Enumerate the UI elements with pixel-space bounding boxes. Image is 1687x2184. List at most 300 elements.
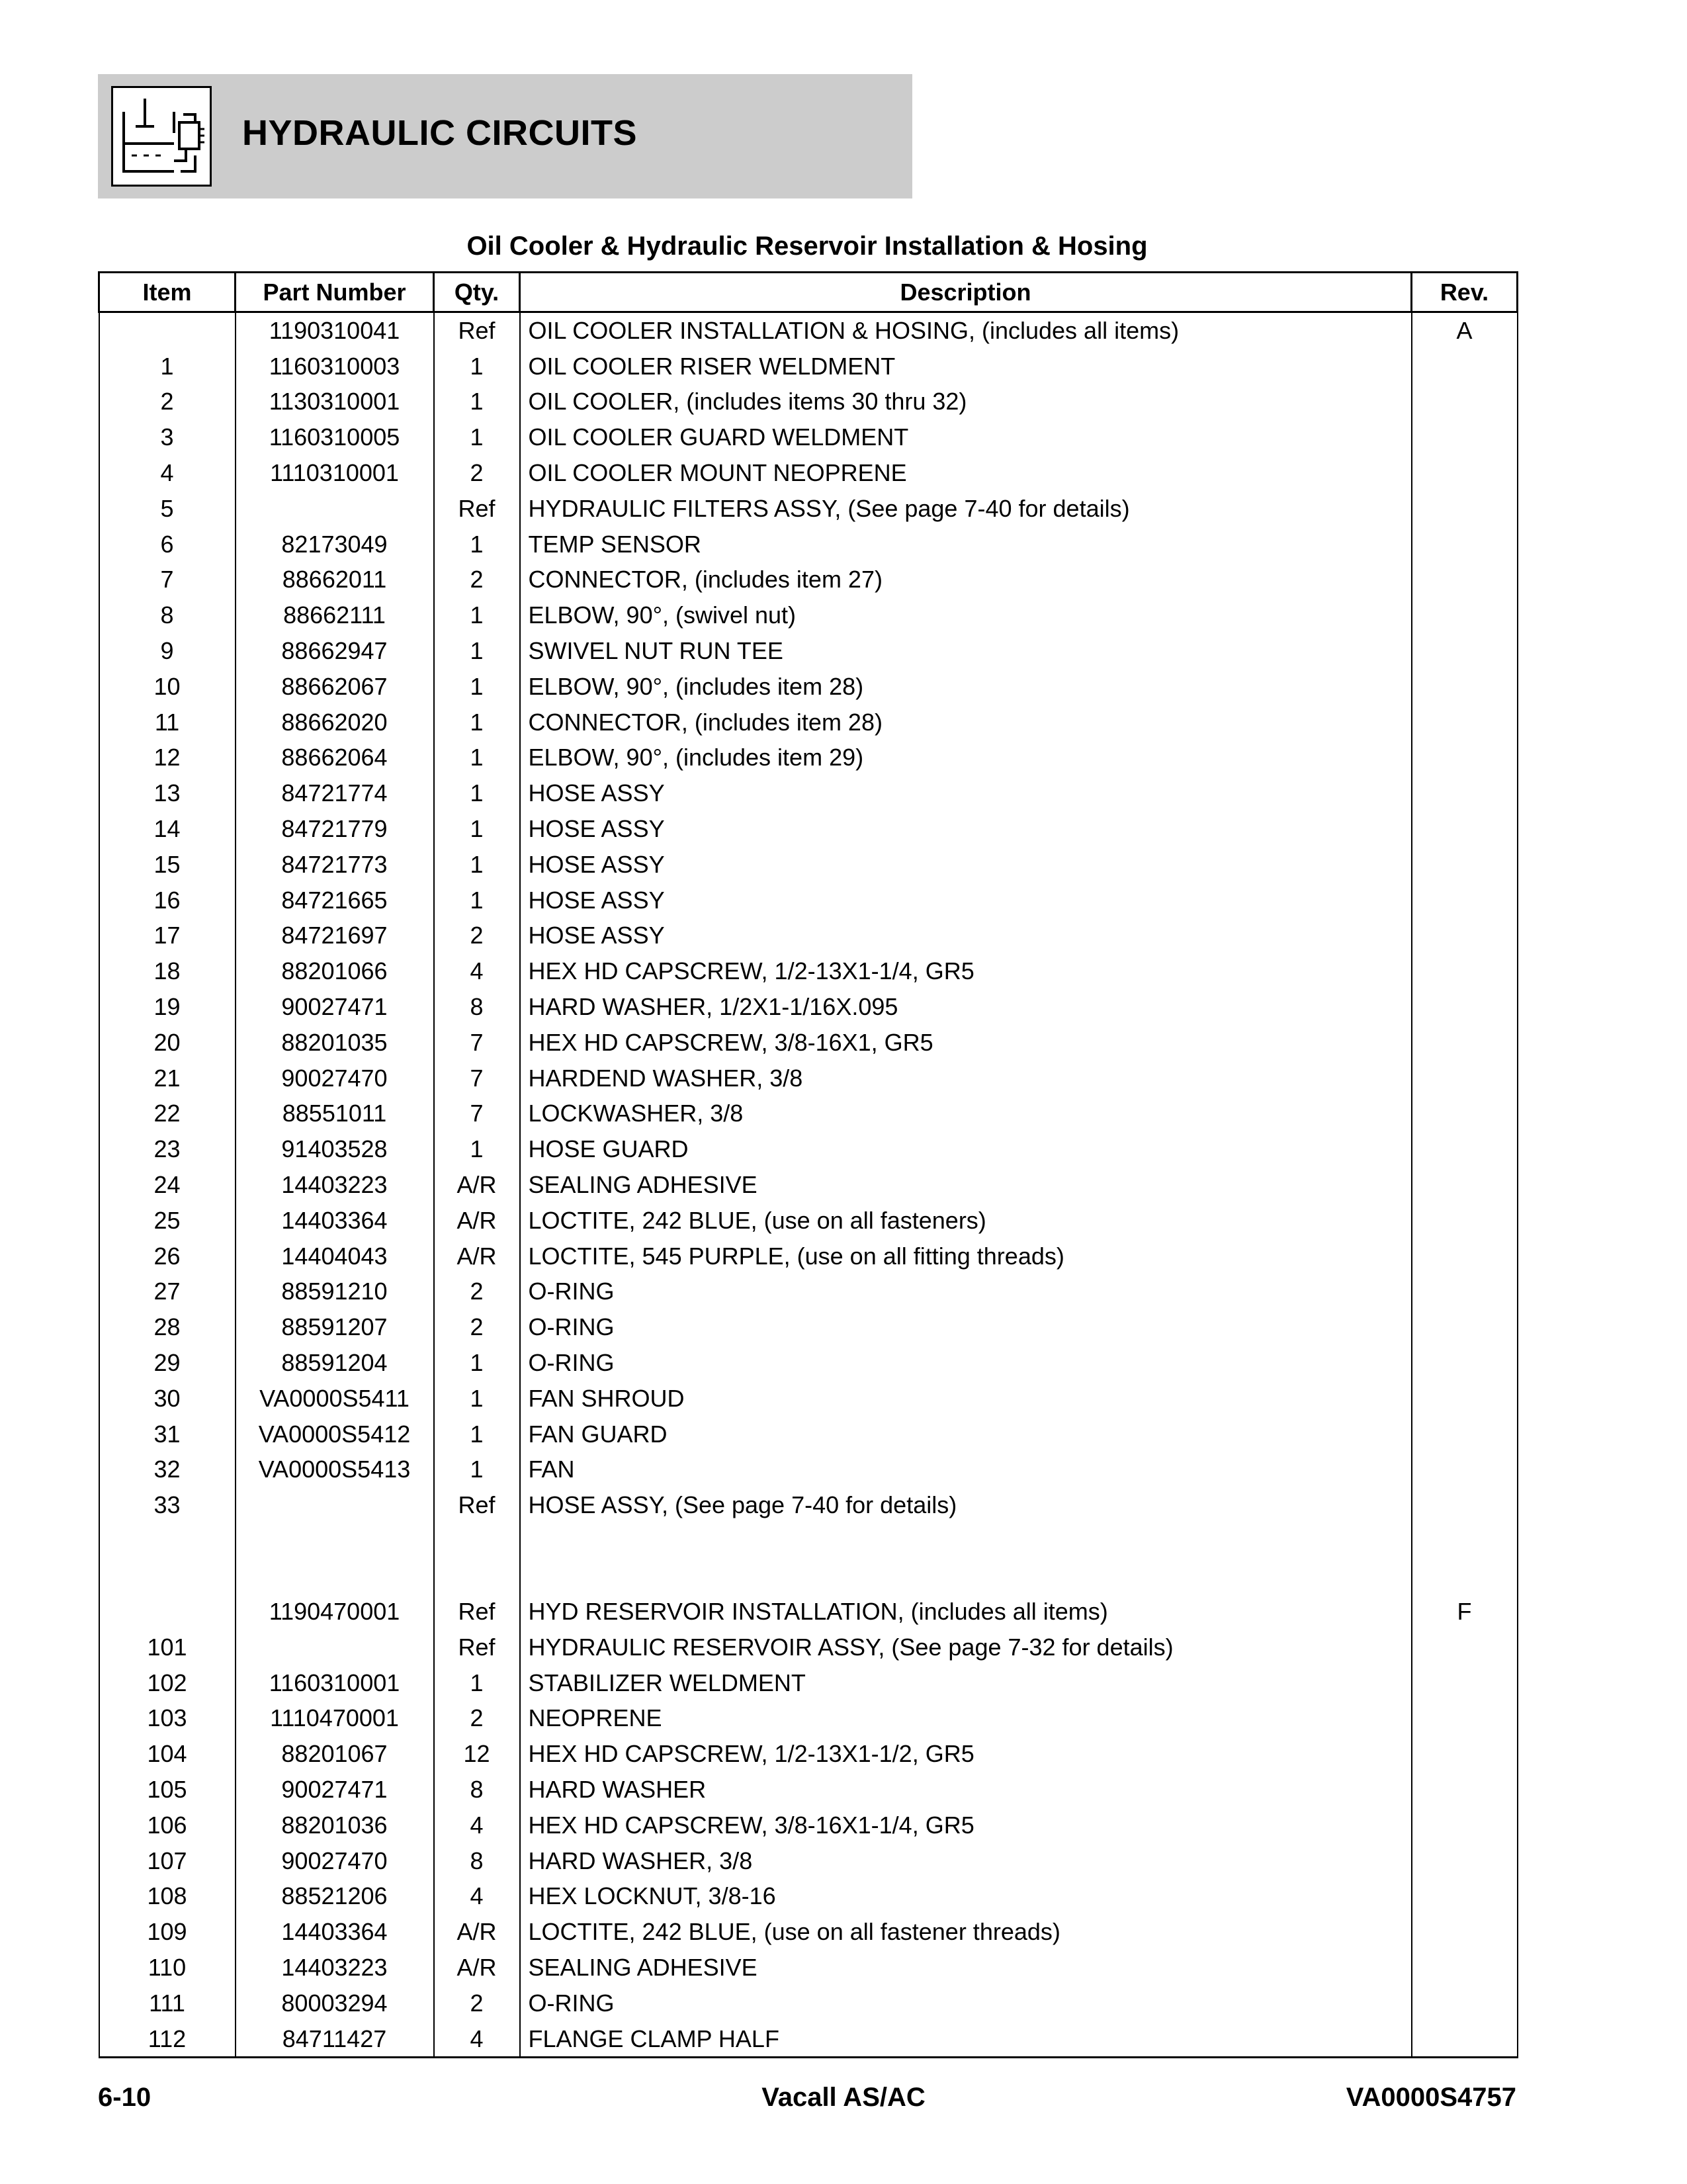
row-part-number: 90027471 — [236, 1772, 434, 1808]
table-row — [99, 1131, 1518, 1167]
row-part-number: 14403223 — [236, 1950, 434, 1986]
row-qty: A/R — [434, 1167, 520, 1203]
row-item: 101 — [99, 1630, 236, 1665]
row-qty: 4 — [434, 1878, 520, 1914]
table-row — [99, 2021, 1518, 2058]
row-rev — [1412, 1772, 1518, 1808]
row-rev — [1412, 953, 1518, 989]
row-part-number: 84721773 — [236, 847, 434, 883]
row-part-number: 1160310001 — [236, 1665, 434, 1701]
row-description: O-RING — [520, 1345, 1412, 1381]
row-description: HARD WASHER, 1/2X1-1/16X.095 — [520, 989, 1412, 1025]
row-item: 28 — [99, 1309, 236, 1345]
row-description: O-RING — [520, 1986, 1412, 2021]
row-description: HEX HD CAPSCREW, 1/2-13X1-1/2, GR5 — [520, 1736, 1412, 1772]
row-item: 3 — [99, 419, 236, 455]
row-part-number — [236, 1630, 434, 1665]
table-row — [99, 562, 1518, 598]
row-qty: 1 — [434, 1417, 520, 1452]
row-part-number: 88662011 — [236, 562, 434, 598]
row-rev — [1412, 1843, 1518, 1879]
table-row — [99, 918, 1518, 954]
row-description: HARD WASHER, 3/8 — [520, 1843, 1412, 1879]
table-spacer-row — [99, 1523, 1518, 1594]
table-row — [99, 953, 1518, 989]
table-row — [99, 1381, 1518, 1417]
table-row — [99, 1594, 1518, 1630]
row-rev — [1412, 1630, 1518, 1665]
table-row — [99, 1700, 1518, 1736]
table-title: Oil Cooler & Hydraulic Reservoir Installation & Hosing — [466, 232, 1148, 261]
row-rev — [1412, 1381, 1518, 1417]
row-part-number: 80003294 — [236, 1986, 434, 2021]
row-description: OIL COOLER MOUNT NEOPRENE — [520, 455, 1412, 491]
row-rev — [1412, 1239, 1518, 1274]
row-rev: A — [1412, 312, 1518, 349]
row-qty: Ref — [434, 1594, 520, 1630]
row-item: 27 — [99, 1274, 236, 1310]
row-rev: F — [1412, 1594, 1518, 1630]
row-qty: 8 — [434, 1772, 520, 1808]
row-description: FLANGE CLAMP HALF — [520, 2021, 1412, 2058]
row-part-number: 88551011 — [236, 1096, 434, 1132]
row-item: 6 — [99, 527, 236, 562]
row-rev — [1412, 883, 1518, 918]
table-row — [99, 491, 1518, 527]
row-item: 22 — [99, 1096, 236, 1132]
row-qty: 1 — [434, 527, 520, 562]
table-row — [99, 669, 1518, 705]
row-description: HOSE ASSY — [520, 918, 1412, 954]
table-row — [99, 1452, 1518, 1488]
row-description — [520, 1523, 1412, 1594]
table-row — [99, 705, 1518, 740]
row-rev — [1412, 1274, 1518, 1310]
row-description: HEX HD CAPSCREW, 3/8-16X1, GR5 — [520, 1025, 1412, 1061]
table-row — [99, 527, 1518, 562]
row-description: OIL COOLER INSTALLATION & HOSING, (includes all items) — [520, 312, 1412, 349]
row-part-number: 88591207 — [236, 1309, 434, 1345]
row-description: O-RING — [520, 1309, 1412, 1345]
row-item: 107 — [99, 1843, 236, 1879]
row-rev — [1412, 1808, 1518, 1843]
row-part-number: 88662947 — [236, 633, 434, 669]
row-qty: 1 — [434, 883, 520, 918]
row-description: HEX LOCKNUT, 3/8-16 — [520, 1878, 1412, 1914]
row-part-number: 88201035 — [236, 1025, 434, 1061]
product-name: Vacall AS/AC — [761, 2083, 926, 2112]
table-row — [99, 1808, 1518, 1843]
row-qty: 1 — [434, 633, 520, 669]
row-rev — [1412, 633, 1518, 669]
table-row — [99, 1239, 1518, 1274]
row-item: 103 — [99, 1700, 236, 1736]
row-part-number: 14403364 — [236, 1203, 434, 1239]
row-rev — [1412, 847, 1518, 883]
row-qty: 2 — [434, 455, 520, 491]
row-rev — [1412, 1986, 1518, 2021]
row-part-number: 88662020 — [236, 705, 434, 740]
row-qty: 1 — [434, 705, 520, 740]
parts-table-body — [99, 312, 1518, 2058]
row-description: HYD RESERVOIR INSTALLATION, (includes all items) — [520, 1594, 1412, 1630]
row-qty: 7 — [434, 1061, 520, 1096]
table-row — [99, 1096, 1518, 1132]
table-row — [99, 1167, 1518, 1203]
row-rev — [1412, 597, 1518, 633]
row-item: 7 — [99, 562, 236, 598]
row-rev — [1412, 669, 1518, 705]
column-header-item: Item — [99, 273, 236, 312]
row-item: 112 — [99, 2021, 236, 2058]
row-rev — [1412, 1309, 1518, 1345]
row-rev — [1412, 455, 1518, 491]
row-rev — [1412, 1665, 1518, 1701]
row-part-number: 14403364 — [236, 1914, 434, 1950]
row-part-number — [236, 491, 434, 527]
row-item: 33 — [99, 1487, 236, 1523]
row-qty: 1 — [434, 349, 520, 384]
row-description: LOCTITE, 242 BLUE, (use on all fasteners) — [520, 1203, 1412, 1239]
section-banner — [98, 74, 912, 198]
table-row — [99, 847, 1518, 883]
row-item: 106 — [99, 1808, 236, 1843]
row-description: SWIVEL NUT RUN TEE — [520, 633, 1412, 669]
row-item: 16 — [99, 883, 236, 918]
table-row — [99, 1487, 1518, 1523]
row-qty: 1 — [434, 740, 520, 776]
row-item: 25 — [99, 1203, 236, 1239]
row-description: LOCKWASHER, 3/8 — [520, 1096, 1412, 1132]
row-item: 31 — [99, 1417, 236, 1452]
row-qty: 1 — [434, 1452, 520, 1488]
row-qty: 2 — [434, 1309, 520, 1345]
table-row — [99, 740, 1518, 776]
row-part-number: 88201036 — [236, 1808, 434, 1843]
row-description: OIL COOLER, (includes items 30 thru 32) — [520, 384, 1412, 420]
table-row — [99, 1345, 1518, 1381]
table-row — [99, 1878, 1518, 1914]
row-rev — [1412, 1061, 1518, 1096]
row-rev — [1412, 1131, 1518, 1167]
row-description: OIL COOLER GUARD WELDMENT — [520, 419, 1412, 455]
row-description: LOCTITE, 545 PURPLE, (use on all fitting threads) — [520, 1239, 1412, 1274]
table-row — [99, 1025, 1518, 1061]
row-rev — [1412, 1736, 1518, 1772]
row-description: FAN SHROUD — [520, 1381, 1412, 1417]
row-description: O-RING — [520, 1274, 1412, 1310]
table-row — [99, 883, 1518, 918]
row-description: FAN GUARD — [520, 1417, 1412, 1452]
row-item: 102 — [99, 1665, 236, 1701]
row-description: LOCTITE, 242 BLUE, (use on all fastener threads) — [520, 1914, 1412, 1950]
row-description: SEALING ADHESIVE — [520, 1167, 1412, 1203]
row-part-number: 88591204 — [236, 1345, 434, 1381]
row-part-number: 84721697 — [236, 918, 434, 954]
row-qty: Ref — [434, 491, 520, 527]
row-rev — [1412, 1345, 1518, 1381]
row-rev — [1412, 419, 1518, 455]
row-rev — [1412, 1950, 1518, 1986]
row-part-number: 1190310041 — [236, 312, 434, 349]
row-item: 26 — [99, 1239, 236, 1274]
column-header-qty: Qty. — [434, 273, 520, 312]
row-rev — [1412, 2021, 1518, 2058]
row-part-number: 1160310003 — [236, 349, 434, 384]
row-rev — [1412, 1096, 1518, 1132]
row-description: HOSE ASSY — [520, 811, 1412, 847]
table-row — [99, 633, 1518, 669]
row-qty: Ref — [434, 1487, 520, 1523]
row-qty: 1 — [434, 1131, 520, 1167]
row-qty: Ref — [434, 1630, 520, 1665]
row-qty: 1 — [434, 847, 520, 883]
row-part-number: 88201066 — [236, 953, 434, 989]
row-item: 23 — [99, 1131, 236, 1167]
table-row — [99, 1665, 1518, 1701]
row-description: HEX HD CAPSCREW, 1/2-13X1-1/4, GR5 — [520, 953, 1412, 989]
row-part-number: VA0000S5413 — [236, 1452, 434, 1488]
row-item: 18 — [99, 953, 236, 989]
row-part-number: 1190470001 — [236, 1594, 434, 1630]
row-qty: 2 — [434, 1274, 520, 1310]
row-item: 21 — [99, 1061, 236, 1096]
row-item: 4 — [99, 455, 236, 491]
row-qty: A/R — [434, 1203, 520, 1239]
section-title: HYDRAULIC CIRCUITS — [242, 113, 637, 153]
row-item: 15 — [99, 847, 236, 883]
row-rev — [1412, 1417, 1518, 1452]
row-qty: 2 — [434, 918, 520, 954]
row-part-number: 88662111 — [236, 597, 434, 633]
row-item: 29 — [99, 1345, 236, 1381]
row-qty: 4 — [434, 2021, 520, 2058]
row-part-number: 84711427 — [236, 2021, 434, 2058]
row-qty: 1 — [434, 597, 520, 633]
table-row — [99, 1914, 1518, 1950]
row-description: SEALING ADHESIVE — [520, 1950, 1412, 1986]
page-number: 6-10 — [98, 2083, 151, 2112]
row-rev — [1412, 775, 1518, 811]
row-qty: 1 — [434, 1381, 520, 1417]
row-qty: 1 — [434, 811, 520, 847]
row-part-number: 84721774 — [236, 775, 434, 811]
row-part-number: 14403223 — [236, 1167, 434, 1203]
row-part-number: VA0000S5412 — [236, 1417, 434, 1452]
row-description: STABILIZER WELDMENT — [520, 1665, 1412, 1701]
row-description: HOSE ASSY — [520, 883, 1412, 918]
row-part-number: 90027470 — [236, 1061, 434, 1096]
row-item: 24 — [99, 1167, 236, 1203]
row-rev — [1412, 740, 1518, 776]
row-qty: 1 — [434, 775, 520, 811]
row-item: 111 — [99, 1986, 236, 2021]
row-item: 10 — [99, 669, 236, 705]
row-part-number: 88662067 — [236, 669, 434, 705]
row-qty: 1 — [434, 384, 520, 420]
row-rev — [1412, 562, 1518, 598]
table-row — [99, 1630, 1518, 1665]
row-item: 13 — [99, 775, 236, 811]
row-rev — [1412, 1167, 1518, 1203]
row-description: ELBOW, 90°, (includes item 28) — [520, 669, 1412, 705]
table-row — [99, 989, 1518, 1025]
row-qty — [434, 1523, 520, 1594]
row-part-number — [236, 1523, 434, 1594]
row-item: 11 — [99, 705, 236, 740]
row-part-number: 91403528 — [236, 1131, 434, 1167]
row-item: 5 — [99, 491, 236, 527]
table-row — [99, 597, 1518, 633]
row-qty: 1 — [434, 669, 520, 705]
row-qty: 7 — [434, 1096, 520, 1132]
row-item: 14 — [99, 811, 236, 847]
row-description: ELBOW, 90°, (swivel nut) — [520, 597, 1412, 633]
row-description: CONNECTOR, (includes item 28) — [520, 705, 1412, 740]
row-description: NEOPRENE — [520, 1700, 1412, 1736]
row-rev — [1412, 1878, 1518, 1914]
row-part-number: 88201067 — [236, 1736, 434, 1772]
row-qty: 4 — [434, 953, 520, 989]
row-qty: 2 — [434, 1700, 520, 1736]
row-rev — [1412, 1700, 1518, 1736]
row-part-number: 82173049 — [236, 527, 434, 562]
row-rev — [1412, 1025, 1518, 1061]
row-description: ELBOW, 90°, (includes item 29) — [520, 740, 1412, 776]
row-part-number: 88521206 — [236, 1878, 434, 1914]
table-row — [99, 811, 1518, 847]
row-qty: 12 — [434, 1736, 520, 1772]
row-description: FAN — [520, 1452, 1412, 1488]
row-qty: 1 — [434, 419, 520, 455]
row-part-number: 88662064 — [236, 740, 434, 776]
row-part-number: 1160310005 — [236, 419, 434, 455]
table-header-row — [99, 273, 1518, 312]
row-rev — [1412, 1487, 1518, 1523]
row-item: 1 — [99, 349, 236, 384]
table-row — [99, 1986, 1518, 2021]
row-qty: A/R — [434, 1239, 520, 1274]
row-qty: 2 — [434, 1986, 520, 2021]
row-item: 105 — [99, 1772, 236, 1808]
row-item: 9 — [99, 633, 236, 669]
row-rev — [1412, 1914, 1518, 1950]
table-row — [99, 349, 1518, 384]
row-qty: A/R — [434, 1914, 520, 1950]
row-part-number: 1110470001 — [236, 1700, 434, 1736]
row-qty: A/R — [434, 1950, 520, 1986]
row-description: HOSE ASSY — [520, 847, 1412, 883]
row-qty: 7 — [434, 1025, 520, 1061]
row-qty: 1 — [434, 1345, 520, 1381]
row-part-number: VA0000S5411 — [236, 1381, 434, 1417]
row-rev — [1412, 989, 1518, 1025]
table-row — [99, 1843, 1518, 1879]
row-part-number: 90027470 — [236, 1843, 434, 1879]
hydraulic-reservoir-icon — [111, 86, 212, 187]
row-item: 104 — [99, 1736, 236, 1772]
row-qty: 1 — [434, 1665, 520, 1701]
row-description: HOSE ASSY — [520, 775, 1412, 811]
column-header-part-number: Part Number — [236, 273, 434, 312]
table-row — [99, 1417, 1518, 1452]
row-rev — [1412, 1523, 1518, 1594]
row-part-number: 84721779 — [236, 811, 434, 847]
table-row — [99, 312, 1518, 349]
row-part-number: 88591210 — [236, 1274, 434, 1310]
row-item: 2 — [99, 384, 236, 420]
column-header-rev: Rev. — [1412, 273, 1518, 312]
row-item: 19 — [99, 989, 236, 1025]
table-row — [99, 384, 1518, 420]
row-item: 12 — [99, 740, 236, 776]
table-row — [99, 1950, 1518, 1986]
row-item: 108 — [99, 1878, 236, 1914]
row-description: HOSE GUARD — [520, 1131, 1412, 1167]
row-qty: 8 — [434, 989, 520, 1025]
row-rev — [1412, 349, 1518, 384]
row-rev — [1412, 918, 1518, 954]
row-part-number: 14404043 — [236, 1239, 434, 1274]
row-item: 110 — [99, 1950, 236, 1986]
row-rev — [1412, 705, 1518, 740]
document-number: VA0000S4757 — [1346, 2083, 1516, 2112]
column-header-description: Description — [520, 273, 1412, 312]
table-row — [99, 419, 1518, 455]
table-row — [99, 1274, 1518, 1310]
row-description: HARD WASHER — [520, 1772, 1412, 1808]
row-rev — [1412, 527, 1518, 562]
row-item: 109 — [99, 1914, 236, 1950]
row-item — [99, 312, 236, 349]
table-row — [99, 455, 1518, 491]
row-item — [99, 1523, 236, 1594]
row-item: 30 — [99, 1381, 236, 1417]
parts-table — [98, 271, 1518, 2058]
row-part-number: 1110310001 — [236, 455, 434, 491]
row-item: 32 — [99, 1452, 236, 1488]
row-rev — [1412, 811, 1518, 847]
row-description: HARDEND WASHER, 3/8 — [520, 1061, 1412, 1096]
table-row — [99, 1736, 1518, 1772]
row-description: OIL COOLER RISER WELDMENT — [520, 349, 1412, 384]
row-rev — [1412, 384, 1518, 420]
table-row — [99, 1309, 1518, 1345]
table-row — [99, 1203, 1518, 1239]
row-item — [99, 1594, 236, 1630]
row-rev — [1412, 491, 1518, 527]
row-part-number — [236, 1487, 434, 1523]
row-part-number: 90027471 — [236, 989, 434, 1025]
row-description: HYDRAULIC RESERVOIR ASSY, (See page 7-32 for details) — [520, 1630, 1412, 1665]
row-item: 20 — [99, 1025, 236, 1061]
table-row — [99, 775, 1518, 811]
table-row — [99, 1061, 1518, 1096]
row-rev — [1412, 1203, 1518, 1239]
row-description: CONNECTOR, (includes item 27) — [520, 562, 1412, 598]
row-description: TEMP SENSOR — [520, 527, 1412, 562]
row-item: 17 — [99, 918, 236, 954]
row-part-number: 84721665 — [236, 883, 434, 918]
row-qty: Ref — [434, 312, 520, 349]
row-description: HYDRAULIC FILTERS ASSY, (See page 7-40 for details) — [520, 491, 1412, 527]
row-description: HEX HD CAPSCREW, 3/8-16X1-1/4, GR5 — [520, 1808, 1412, 1843]
row-rev — [1412, 1452, 1518, 1488]
row-qty: 2 — [434, 562, 520, 598]
row-item: 8 — [99, 597, 236, 633]
row-qty: 8 — [434, 1843, 520, 1879]
row-qty: 4 — [434, 1808, 520, 1843]
